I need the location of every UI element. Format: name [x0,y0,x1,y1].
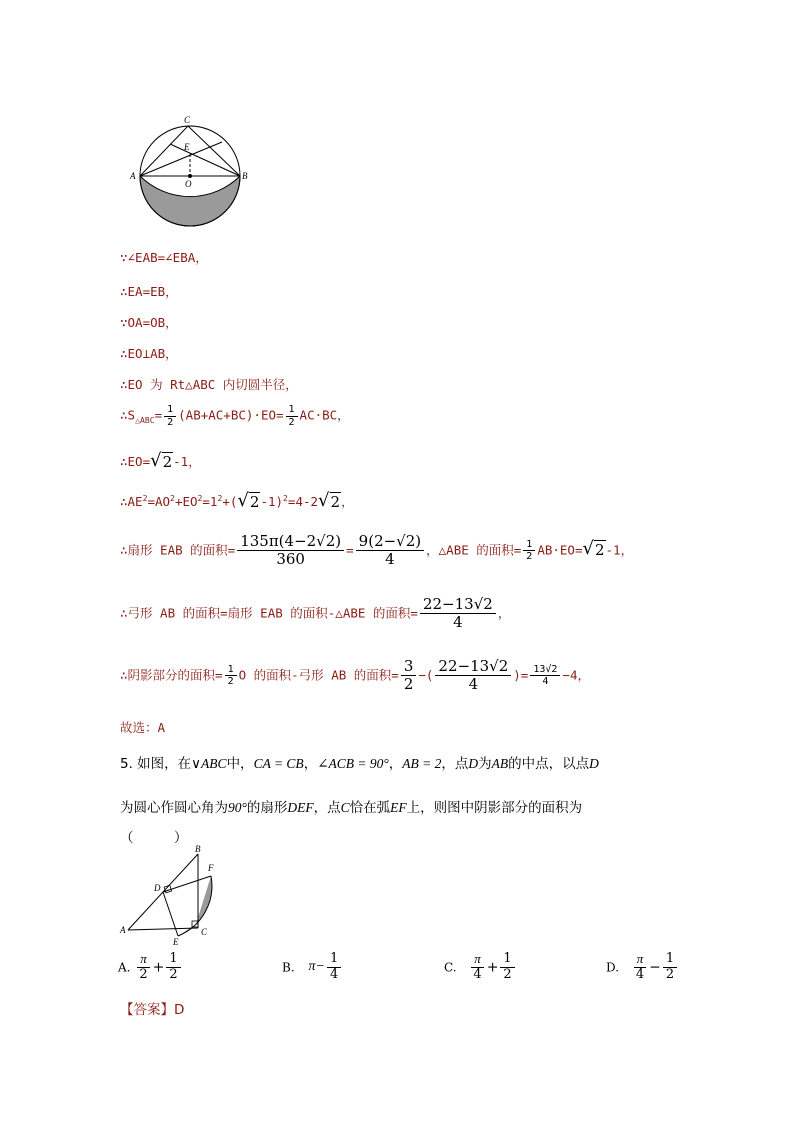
proof-line-3: ∵OA=OB， [120,315,178,330]
option-D[interactable]: D. $\frac{\pi}{4}$ − $\frac{1}{2}$ [606,952,679,983]
answer-tag: 【答案】 [120,1002,174,1018]
answer-line [120,998,184,1018]
label-E: E [173,937,179,947]
question-5-line-2: 为圆心作圆心角为90°的扇形DEF，点C恰在弧EF上，则图中阴影部分的面积为 [120,800,583,816]
option-A[interactable]: A. $\frac{\pi}{2}$ + $\frac{1}{2}$ [118,952,183,983]
figure-circle-triangle [128,112,254,228]
label-O: O [185,179,192,189]
figure-triangle-sector [118,842,230,948]
proof-line-5: ∴EO 为 Rt△ABC 内切圆半径， [120,377,298,392]
option-B[interactable]: B. π− $\frac{1}{4}$ [282,952,343,983]
proof-line-2: ∴EA=EB， [120,284,178,299]
label-F: F [208,863,214,873]
proof-line-7: ∴EO= √ 2 -1， [120,450,201,471]
proof-answer: 故选：A [120,720,166,735]
label-A: A [130,171,136,181]
label-C: C [201,927,208,937]
proof-line-6: $\therefore S_{\triangle ABC}=$ $\frac{1}{2}$ (AB+AC+BC)·EO= $\frac{1}{2}$ AC·BC， [120,404,350,428]
label-E: E [184,142,190,152]
label-C: C [184,115,191,125]
label-B: B [242,171,248,181]
label-A: A [120,925,126,935]
proof-line-4: ∴EO⊥AB， [120,346,178,361]
proof-line-10: ∴弓形 AB 的面积=扇形 EAB 的面积-△ABE 的面积= $\frac{22-13√2}{4}$ ， [120,595,511,632]
proof-line-11: ∴阴影部分的面积= $\frac{1}{2}$ O 的面积-弓形 AB 的面积= $\frac{3}{2}$ −( $\frac{22-13√2}{4}$ )= $\frac{13√2}{4}$ −4， [120,657,590,694]
answer-value: D [174,1002,185,1018]
question-5-line-1: 5. 如图，在∨ABC中，CA = CB，∠ACB = 90°，AB = 2，点D为AB的中点，以点D [120,756,599,772]
question-5-blank: （ ） [120,830,188,846]
proof-line-9: ∴扇形 EAB 的面积= $\frac{135\pi(4-2√2)}{360}$ = $\frac{9(2-√2)}{4}$ ，△ABE 的面积= $\frac{1}{2}$ AB·EO= √ 2 -1， [120,532,634,569]
option-C[interactable]: C. $\frac{\pi}{4}$ + $\frac{1}{2}$ [444,952,517,983]
proof-line-1: ∵∠EAB=∠EBA， [120,250,208,265]
label-D: D [154,883,161,893]
label-B: B [195,844,201,854]
proof-line-8: $\therefore AE^2=AO^2+EO^2=1^2+$( √ 2 -1)$^2$=4-2 √ 2 ， [120,490,354,511]
